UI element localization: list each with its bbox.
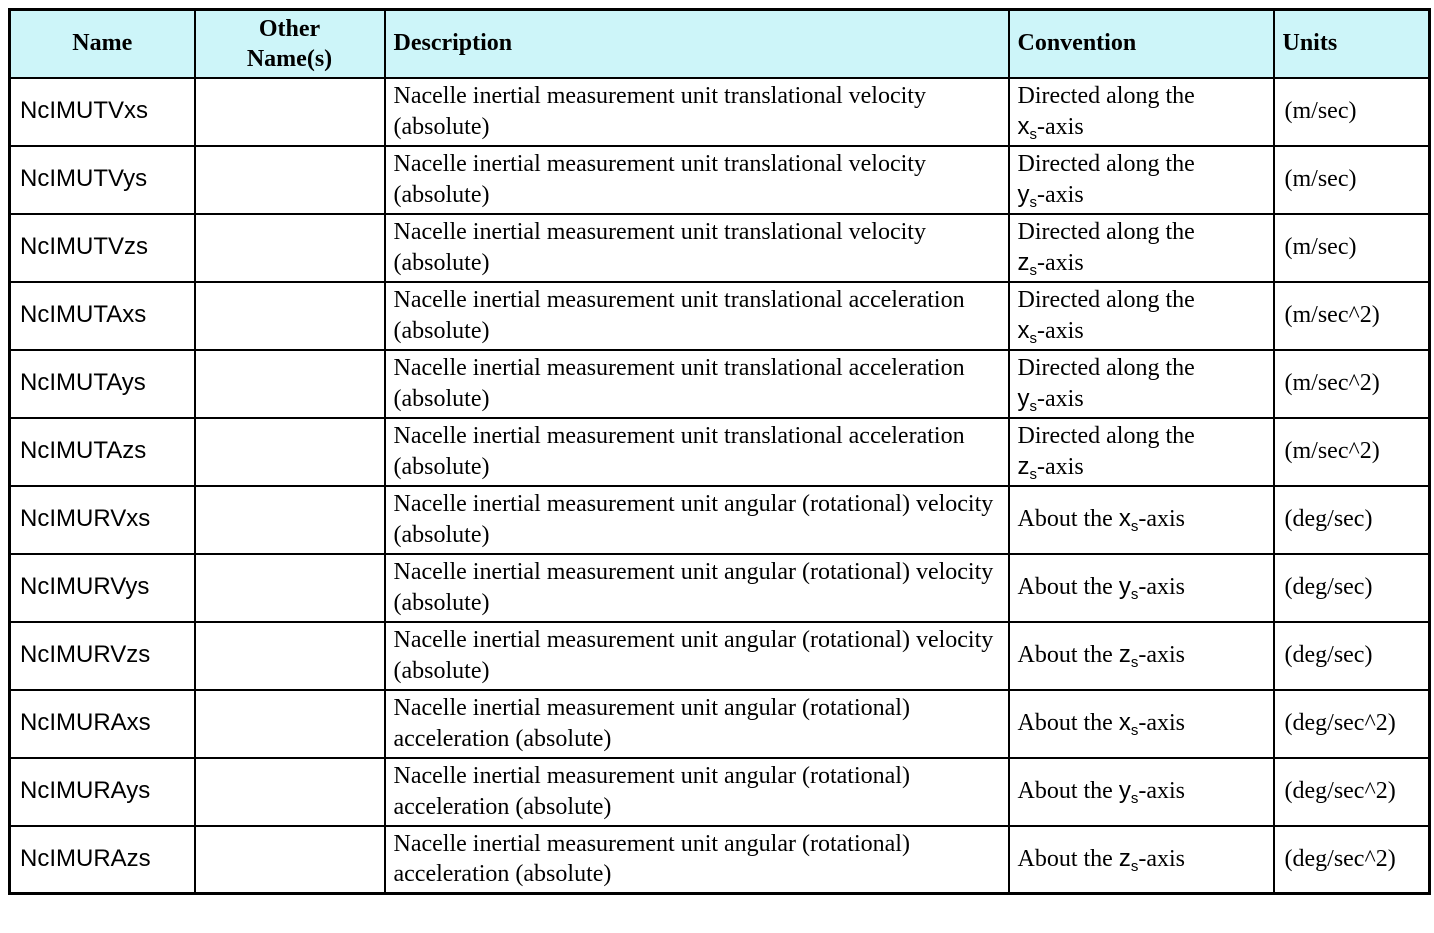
axis-letter: x bbox=[1017, 316, 1030, 344]
column-header-name: Name bbox=[10, 10, 195, 78]
convention-prefix: About the bbox=[1017, 506, 1119, 533]
axis-letter: y bbox=[1017, 180, 1030, 208]
axis-suffix: -axis bbox=[1037, 385, 1084, 412]
axis-subscript: s bbox=[1130, 790, 1139, 808]
cell-description: Nacelle inertial measurement unit translational velocity (absolute) bbox=[385, 78, 1009, 146]
axis-subscript: s bbox=[1029, 125, 1037, 143]
axis-term bbox=[1017, 248, 1084, 279]
table-row bbox=[10, 78, 1430, 146]
axis-letter: z bbox=[1118, 641, 1131, 669]
axis-subscript: s bbox=[1029, 397, 1037, 415]
cell-name: NcIMURAzs bbox=[10, 826, 195, 894]
column-header-units: Units bbox=[1274, 10, 1430, 78]
axis-term bbox=[1017, 452, 1084, 483]
column-header-description: Description bbox=[385, 10, 1009, 78]
axis-term bbox=[1118, 709, 1185, 740]
axis-suffix: -axis bbox=[1138, 574, 1185, 601]
axis-letter: x bbox=[1017, 112, 1030, 140]
cell-name: NcIMURAys bbox=[10, 758, 195, 826]
axis-term bbox=[1118, 845, 1185, 876]
cell-convention bbox=[1009, 146, 1274, 214]
cell-units: (m/sec^2) bbox=[1274, 282, 1430, 350]
cell-other-names bbox=[195, 78, 385, 146]
cell-other-names bbox=[195, 486, 385, 554]
cell-convention bbox=[1009, 486, 1274, 554]
cell-convention bbox=[1009, 826, 1274, 894]
cell-other-names bbox=[195, 214, 385, 282]
cell-convention bbox=[1009, 282, 1274, 350]
cell-units: (deg/sec) bbox=[1274, 486, 1430, 554]
cell-units: (deg/sec^2) bbox=[1274, 826, 1430, 894]
cell-name: NcIMUTAys bbox=[10, 350, 195, 418]
cell-name: NcIMURVys bbox=[10, 554, 195, 622]
convention-prefix: Directed along the bbox=[1017, 287, 1195, 314]
axis-suffix: -axis bbox=[1037, 181, 1084, 208]
axis-suffix: -axis bbox=[1138, 778, 1185, 805]
axis-term bbox=[1017, 112, 1084, 143]
axis-subscript: s bbox=[1029, 329, 1037, 347]
cell-name: NcIMUTVzs bbox=[10, 214, 195, 282]
table-row bbox=[10, 826, 1430, 894]
cell-other-names bbox=[195, 418, 385, 486]
axis-subscript: s bbox=[1029, 193, 1037, 211]
cell-other-names bbox=[195, 622, 385, 690]
cell-convention bbox=[1009, 350, 1274, 418]
cell-other-names bbox=[195, 758, 385, 826]
cell-description: Nacelle inertial measurement unit translational acceleration (absolute) bbox=[385, 418, 1009, 486]
cell-other-names bbox=[195, 826, 385, 894]
axis-suffix: -axis bbox=[1138, 710, 1185, 737]
cell-units: (m/sec^2) bbox=[1274, 350, 1430, 418]
cell-name: NcIMUTAzs bbox=[10, 418, 195, 486]
axis-suffix: -axis bbox=[1037, 249, 1084, 276]
axis-suffix: -axis bbox=[1138, 642, 1185, 669]
axis-subscript: s bbox=[1130, 722, 1139, 740]
axis-letter: y bbox=[1017, 384, 1030, 412]
axis-subscript: s bbox=[1130, 858, 1139, 876]
convention-prefix: About the bbox=[1017, 846, 1119, 873]
axis-letter: x bbox=[1118, 505, 1131, 533]
axis-suffix: -axis bbox=[1138, 846, 1185, 873]
cell-description: Nacelle inertial measurement unit translational velocity (absolute) bbox=[385, 214, 1009, 282]
cell-convention bbox=[1009, 622, 1274, 690]
convention-prefix: Directed along the bbox=[1017, 219, 1195, 246]
axis-subscript: s bbox=[1029, 261, 1037, 279]
cell-description: Nacelle inertial measurement unit angular (rotational) velocity (absolute) bbox=[385, 622, 1009, 690]
cell-description: Nacelle inertial measurement unit translational acceleration (absolute) bbox=[385, 350, 1009, 418]
cell-name: NcIMURVzs bbox=[10, 622, 195, 690]
table-row bbox=[10, 214, 1430, 282]
cell-description: Nacelle inertial measurement unit angular (rotational) velocity (absolute) bbox=[385, 486, 1009, 554]
cell-other-names bbox=[195, 146, 385, 214]
cell-name: NcIMUTVxs bbox=[10, 78, 195, 146]
cell-units: (deg/sec^2) bbox=[1274, 758, 1430, 826]
axis-suffix: -axis bbox=[1138, 506, 1185, 533]
axis-letter: x bbox=[1118, 709, 1131, 737]
cell-description: Nacelle inertial measurement unit angular (rotational) acceleration (absolute) bbox=[385, 758, 1009, 826]
cell-name: NcIMUTVys bbox=[10, 146, 195, 214]
cell-units: (m/sec) bbox=[1274, 214, 1430, 282]
axis-subscript: s bbox=[1130, 586, 1139, 604]
cell-other-names bbox=[195, 690, 385, 758]
axis-suffix: -axis bbox=[1037, 113, 1084, 140]
cell-convention bbox=[1009, 554, 1274, 622]
cell-convention bbox=[1009, 214, 1274, 282]
column-header-convention: Convention bbox=[1009, 10, 1274, 78]
convention-prefix: Directed along the bbox=[1017, 355, 1195, 382]
cell-description: Nacelle inertial measurement unit angular (rotational) velocity (absolute) bbox=[385, 554, 1009, 622]
cell-units: (m/sec^2) bbox=[1274, 418, 1430, 486]
column-header-other-names-label: Other Name(s) bbox=[246, 15, 333, 72]
axis-subscript: s bbox=[1130, 654, 1139, 672]
table-row bbox=[10, 622, 1430, 690]
table-body bbox=[10, 78, 1430, 894]
output-parameters-table bbox=[8, 8, 1431, 895]
axis-term bbox=[1017, 384, 1084, 415]
convention-prefix: Directed along the bbox=[1017, 151, 1195, 178]
cell-units: (deg/sec^2) bbox=[1274, 690, 1430, 758]
convention-prefix: About the bbox=[1017, 778, 1119, 805]
cell-units: (deg/sec) bbox=[1274, 554, 1430, 622]
cell-description: Nacelle inertial measurement unit angular (rotational) acceleration (absolute) bbox=[385, 690, 1009, 758]
convention-prefix: About the bbox=[1017, 574, 1119, 601]
table-row bbox=[10, 282, 1430, 350]
convention-prefix: About the bbox=[1017, 710, 1119, 737]
convention-prefix: About the bbox=[1017, 642, 1119, 669]
convention-prefix: Directed along the bbox=[1017, 423, 1195, 450]
table-row bbox=[10, 146, 1430, 214]
cell-convention bbox=[1009, 758, 1274, 826]
axis-term bbox=[1017, 180, 1084, 211]
table-row bbox=[10, 690, 1430, 758]
cell-other-names bbox=[195, 554, 385, 622]
cell-other-names bbox=[195, 350, 385, 418]
axis-subscript: s bbox=[1130, 518, 1139, 536]
cell-convention bbox=[1009, 418, 1274, 486]
cell-convention bbox=[1009, 690, 1274, 758]
axis-term bbox=[1118, 641, 1185, 672]
axis-letter: z bbox=[1118, 845, 1131, 873]
table-row bbox=[10, 350, 1430, 418]
axis-subscript: s bbox=[1029, 465, 1037, 483]
axis-letter: z bbox=[1017, 248, 1030, 276]
cell-convention bbox=[1009, 78, 1274, 146]
axis-letter: y bbox=[1118, 573, 1131, 601]
cell-units: (deg/sec) bbox=[1274, 622, 1430, 690]
table-header bbox=[10, 10, 1430, 78]
cell-name: NcIMURAxs bbox=[10, 690, 195, 758]
cell-name: NcIMUTAxs bbox=[10, 282, 195, 350]
convention-prefix: Directed along the bbox=[1017, 83, 1195, 110]
cell-description: Nacelle inertial measurement unit angular (rotational) acceleration (absolute) bbox=[385, 826, 1009, 894]
table-row bbox=[10, 554, 1430, 622]
axis-letter: z bbox=[1017, 452, 1030, 480]
cell-units: (m/sec) bbox=[1274, 78, 1430, 146]
axis-term bbox=[1118, 573, 1185, 604]
column-header-other-names bbox=[195, 10, 385, 78]
cell-other-names bbox=[195, 282, 385, 350]
axis-term bbox=[1118, 777, 1185, 808]
axis-term bbox=[1017, 316, 1084, 347]
cell-description: Nacelle inertial measurement unit translational acceleration (absolute) bbox=[385, 282, 1009, 350]
header-row bbox=[10, 10, 1430, 78]
axis-suffix: -axis bbox=[1037, 453, 1084, 480]
axis-suffix: -axis bbox=[1037, 317, 1084, 344]
table-row bbox=[10, 418, 1430, 486]
axis-letter: y bbox=[1118, 777, 1131, 805]
table-row bbox=[10, 486, 1430, 554]
table-row bbox=[10, 758, 1430, 826]
cell-units: (m/sec) bbox=[1274, 146, 1430, 214]
cell-name: NcIMURVxs bbox=[10, 486, 195, 554]
axis-term bbox=[1118, 505, 1185, 536]
cell-description: Nacelle inertial measurement unit translational velocity (absolute) bbox=[385, 146, 1009, 214]
